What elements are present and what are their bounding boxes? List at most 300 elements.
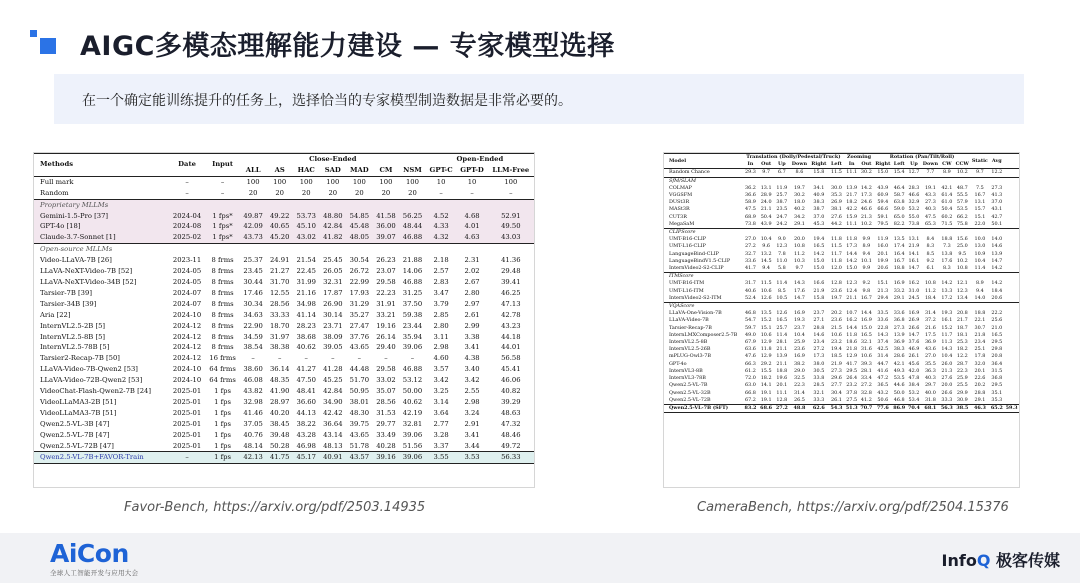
score-cell: 2025-01 xyxy=(172,387,202,396)
score-cell: 10.4 xyxy=(974,257,986,264)
score-cell: 30.2 xyxy=(860,169,872,176)
model-name-cell: Gemini-1.5-Pro [37] xyxy=(34,211,169,222)
score-cell: 18.1 xyxy=(956,331,968,338)
score-cell: 20 xyxy=(275,188,284,197)
table-row xyxy=(664,251,1019,258)
table-row xyxy=(34,232,534,243)
score-cell: 20.8 xyxy=(956,310,968,317)
score-cell: 19.16 xyxy=(376,321,396,330)
score-cell: 14.1 xyxy=(908,250,920,257)
score-cell: 2024-12 xyxy=(172,354,202,363)
score-cell: 2.98 xyxy=(464,397,480,406)
score-cell: 30.44 xyxy=(243,277,263,286)
score-cell: 100 xyxy=(504,177,518,186)
score-cell: 24.6 xyxy=(860,199,872,206)
score-cell: 16.5 xyxy=(813,243,825,250)
score-cell: 1 fps xyxy=(214,397,231,406)
score-cell: 23.2 xyxy=(830,339,842,346)
score-cell: 27.3 xyxy=(893,324,905,331)
score-cell: 38.38 xyxy=(269,343,290,352)
score-cell: 24.5 xyxy=(908,294,920,301)
score-cell: 40.20 xyxy=(269,408,290,417)
score-cell: 38.45 xyxy=(269,419,290,428)
score-cell: 14.3 xyxy=(793,280,805,287)
score-cell: 8.6 xyxy=(795,169,804,176)
score-cell: 60.2 xyxy=(941,213,953,220)
score-cell: 35.27 xyxy=(349,310,370,319)
section-opensource xyxy=(34,244,534,255)
score-cell: 12.4 xyxy=(846,287,858,294)
score-cell: 17.3 xyxy=(846,243,858,250)
score-cell: 33.8 xyxy=(813,375,825,382)
score-cell: 8.3 xyxy=(942,265,951,272)
score-cell: 22.90 xyxy=(243,321,263,330)
score-cell: 34.59 xyxy=(243,332,263,341)
score-cell: 13.9 xyxy=(846,184,858,191)
score-cell: 30.2 xyxy=(793,192,805,199)
title-logo-icon xyxy=(30,30,64,60)
score-cell: 46.3 xyxy=(973,404,986,411)
score-cell: 60.9 xyxy=(877,192,889,199)
header-close-ended: Close-Ended xyxy=(309,155,357,163)
score-cell: 41.82 xyxy=(320,232,347,243)
score-cell: 16.7 xyxy=(893,257,905,264)
score-cell: 3.41 xyxy=(464,343,480,352)
header-input: Input xyxy=(212,160,234,169)
score-cell: 36.9 xyxy=(893,339,905,346)
score-cell: 20.6 xyxy=(877,265,889,272)
score-cell: 43.73 xyxy=(240,232,267,243)
score-cell: 2.61 xyxy=(464,310,480,319)
model-name-cell: LLaVA-NeXT-Video-34B [52] xyxy=(40,277,137,286)
score-cell: 40.91 xyxy=(320,452,347,464)
infoq-logo-text-a: Info xyxy=(941,551,977,570)
score-cell: 28.23 xyxy=(296,321,316,330)
score-cell: 22.3 xyxy=(956,367,968,374)
score-cell: 33.3 xyxy=(941,396,953,403)
score-cell: 41.36 xyxy=(501,256,521,265)
model-name-cell: LLaVA-Video-7B xyxy=(669,317,709,324)
score-cell: 28.8 xyxy=(974,389,986,396)
score-cell: 30.9 xyxy=(956,396,968,403)
score-cell: 44.48 xyxy=(349,365,370,374)
score-cell: 50.95 xyxy=(349,387,370,396)
score-cell: 43.14 xyxy=(323,430,343,439)
score-cell: 47.5 xyxy=(744,206,756,213)
score-cell: 62.6 xyxy=(812,404,825,411)
score-cell: 2.18 xyxy=(433,256,449,265)
score-cell: 39.07 xyxy=(373,232,400,243)
table-row xyxy=(34,397,534,408)
score-cell: 42.0 xyxy=(908,367,920,374)
score-cell: 27.0 xyxy=(924,353,936,360)
score-cell: 4.68 xyxy=(456,211,487,222)
score-cell: 58.9 xyxy=(744,199,756,206)
score-cell: 3.47 xyxy=(433,288,449,297)
score-cell: 10.2 xyxy=(956,169,968,176)
score-cell: 14.4 xyxy=(860,310,872,317)
table-row xyxy=(664,332,1019,339)
score-cell: 26.9 xyxy=(908,317,920,324)
header-zooming: Zooming xyxy=(846,154,872,160)
score-cell: 14.0 xyxy=(991,236,1003,243)
score-cell: 26.6 xyxy=(941,389,953,396)
score-cell: 38.4 xyxy=(908,382,920,389)
score-cell: 17.5 xyxy=(924,331,936,338)
score-cell: 25.37 xyxy=(243,256,263,265)
score-cell: 14.06 xyxy=(402,267,423,276)
score-cell: 8 frms xyxy=(211,321,234,330)
score-cell: 12.3 xyxy=(956,287,968,294)
score-cell: 29.0 xyxy=(793,367,805,374)
score-cell: 12.0 xyxy=(830,265,842,272)
score-cell: 27.6 xyxy=(830,213,842,220)
score-cell: 37.4 xyxy=(877,339,889,346)
score-cell: 35.94 xyxy=(402,332,423,341)
score-cell: 9.2 xyxy=(926,257,935,264)
score-cell: 23.45 xyxy=(243,267,263,276)
score-cell: 2025-01 xyxy=(172,419,202,428)
score-cell: 22.45 xyxy=(296,267,316,276)
score-cell: 33.2 xyxy=(893,287,905,294)
score-cell: 50.0 xyxy=(893,389,905,396)
score-cell: 7.7 xyxy=(926,169,935,176)
score-cell: 38.09 xyxy=(323,332,343,341)
model-name-cell: LLaVA-Video-72B-Qwen2 [53] xyxy=(40,376,143,385)
score-cell: 59.3 xyxy=(1005,404,1018,411)
score-cell: 10.6 xyxy=(860,353,872,360)
score-cell: 23.71 xyxy=(323,321,343,330)
score-cell: 53.73 xyxy=(293,211,320,222)
score-cell: 21.9 xyxy=(830,360,842,367)
score-cell: 33.02 xyxy=(376,376,396,385)
score-cell: 7.3 xyxy=(942,243,951,250)
score-cell: 16.4 xyxy=(893,250,905,257)
score-cell: 46.6 xyxy=(908,192,920,199)
score-cell: 9.5 xyxy=(958,250,967,257)
score-cell: 21.3 xyxy=(941,367,953,374)
score-cell: 41.27 xyxy=(296,365,316,374)
score-cell: 10.3 xyxy=(793,257,805,264)
score-cell: 67.2 xyxy=(744,396,756,403)
score-cell: 65.0 xyxy=(893,213,905,220)
score-cell: 15.9 xyxy=(846,213,858,220)
score-cell: 12.9 xyxy=(760,339,772,346)
score-cell: 11.8 xyxy=(846,331,858,338)
model-name-cell: InternVL2.5-2B [5] xyxy=(40,321,106,330)
score-cell: 20 xyxy=(301,188,311,197)
score-cell: 38.1 xyxy=(830,206,842,213)
score-cell: 54.85 xyxy=(346,211,373,222)
score-cell: 19.3 xyxy=(941,310,953,317)
score-cell: 28.5 xyxy=(813,382,825,389)
score-cell: 26.14 xyxy=(376,332,396,341)
score-cell: 31.99 xyxy=(296,277,316,286)
score-cell: 5.8 xyxy=(777,265,786,272)
score-cell: 2024-12 xyxy=(172,343,202,352)
score-cell: 21.3 xyxy=(860,213,872,220)
score-cell: 68.9 xyxy=(744,213,756,220)
score-cell: – xyxy=(185,177,189,186)
table-row xyxy=(34,441,534,452)
score-cell: 21.9 xyxy=(908,243,920,250)
score-cell: 49.3 xyxy=(893,367,905,374)
highlighted-row xyxy=(34,452,534,464)
score-cell: 12.8 xyxy=(776,396,788,403)
score-cell: 51.56 xyxy=(402,441,423,450)
score-cell: 16.9 xyxy=(860,317,872,324)
score-cell: 33.6 xyxy=(893,310,905,317)
score-cell: 25.5 xyxy=(956,382,968,389)
score-cell: 1 fps* xyxy=(205,232,240,243)
table-row xyxy=(664,404,1019,412)
score-cell: 43.28 xyxy=(296,430,316,439)
score-cell: 100 xyxy=(246,177,260,186)
score-cell: 73.8 xyxy=(744,220,756,227)
score-cell: 28.1 xyxy=(860,367,872,374)
score-cell: 16.0 xyxy=(877,243,889,250)
score-cell: 22.8 xyxy=(877,324,889,331)
score-cell: 1 fps xyxy=(214,408,231,417)
subtitle-banner xyxy=(54,74,1024,124)
score-cell: 2025-02 xyxy=(169,232,206,243)
score-cell: 61.4 xyxy=(941,192,953,199)
score-cell: 38.3 xyxy=(893,346,905,353)
score-cell: 40.0 xyxy=(924,389,936,396)
score-cell: 29.3 xyxy=(744,169,756,176)
score-cell: 15.8 xyxy=(813,294,825,301)
score-cell: 18.7 xyxy=(956,324,968,331)
score-cell: 27.2 xyxy=(775,404,788,411)
table-row xyxy=(34,386,534,397)
score-cell: 50.28 xyxy=(269,441,290,450)
score-cell: 29.1 xyxy=(974,396,986,403)
score-cell: 26.05 xyxy=(323,267,343,276)
score-cell: 3.44 xyxy=(464,441,480,450)
score-cell: 63.0 xyxy=(744,382,756,389)
header-open-ended: Open-Ended xyxy=(456,155,504,163)
score-cell: 48.14 xyxy=(243,441,263,450)
score-cell: 8.3 xyxy=(926,243,935,250)
score-cell: 24.7 xyxy=(776,213,788,220)
score-cell: 27.2 xyxy=(813,346,825,353)
score-cell: 59.1 xyxy=(877,213,889,220)
score-cell: 40.62 xyxy=(296,343,316,352)
score-cell: 23.07 xyxy=(376,267,396,276)
score-cell: – xyxy=(509,188,513,197)
score-cell: 53.5 xyxy=(956,206,968,213)
score-cell: 48.44 xyxy=(399,221,426,232)
score-cell: 11.8 xyxy=(830,236,842,243)
camera-bench-caption: CameraBench, https://arxiv.org/pdf/2504.15376 xyxy=(697,500,1009,515)
score-cell: 56.33 xyxy=(488,452,534,464)
score-cell: 20 xyxy=(328,188,338,197)
score-cell: 13.9 xyxy=(991,250,1003,257)
score-cell: 8 frms xyxy=(211,332,234,341)
score-cell: 36.00 xyxy=(373,221,400,232)
score-cell: 32.31 xyxy=(323,277,343,286)
model-name-cell: Qwen2.5-VL-7B [47] xyxy=(40,430,110,439)
score-cell: 46.6 xyxy=(860,206,872,213)
score-cell: 23.5 xyxy=(776,206,788,213)
model-name-cell: UMT-L16-ITM xyxy=(669,287,704,294)
section-proprietary xyxy=(34,199,534,210)
score-cell: 9.0 xyxy=(777,236,786,243)
model-name-cell: LanguageBind-CLIP xyxy=(669,250,719,257)
score-cell: 16.9 xyxy=(908,310,920,317)
score-cell: 100 xyxy=(405,177,419,186)
score-cell: 41.90 xyxy=(269,387,290,396)
score-cell: 28.9 xyxy=(760,192,772,199)
table-row xyxy=(34,255,534,266)
score-cell: – xyxy=(439,188,443,197)
score-cell: 36.4 xyxy=(991,360,1003,367)
section-label-label: VQAScore xyxy=(669,303,695,310)
score-cell: 53.5 xyxy=(893,375,905,382)
score-cell: 6.1 xyxy=(926,265,935,272)
score-cell: 10.2 xyxy=(860,220,872,227)
table-row xyxy=(664,288,1019,295)
score-cell: 13.0 xyxy=(974,243,986,250)
score-cell: 29.9 xyxy=(956,389,968,396)
table-row xyxy=(34,310,534,321)
score-cell: 14.4 xyxy=(846,324,858,331)
score-cell: 13.3 xyxy=(941,287,953,294)
score-cell: 38.01 xyxy=(349,397,370,406)
score-cell: 31.53 xyxy=(376,408,396,417)
section-label xyxy=(664,177,1019,185)
score-cell: 39.06 xyxy=(399,452,426,464)
score-cell: 33.5 xyxy=(877,310,889,317)
score-cell: 3.53 xyxy=(456,452,487,464)
score-cell: 9.4 xyxy=(976,287,984,294)
score-cell: 67.9 xyxy=(744,339,756,346)
score-cell: 54.3 xyxy=(830,404,843,411)
score-cell: 18.5 xyxy=(830,353,842,360)
score-cell: – xyxy=(277,354,282,363)
score-cell: 29.5 xyxy=(846,367,858,374)
score-cell: 25.9 xyxy=(956,375,968,382)
score-cell: 8 frms xyxy=(211,343,234,352)
score-cell: 75.8 xyxy=(956,220,968,227)
score-cell: 30.7 xyxy=(974,324,986,331)
table-row xyxy=(34,353,534,364)
score-cell: 32.98 xyxy=(243,397,263,406)
score-cell: 49.87 xyxy=(240,211,267,222)
score-cell: 31.4 xyxy=(793,389,805,396)
model-name-cell: Tarsier-7B [39] xyxy=(40,288,92,297)
score-cell: 39.05 xyxy=(323,343,343,352)
score-cell: 14.2 xyxy=(846,257,858,264)
model-name-cell: CUT3R xyxy=(669,213,687,220)
score-cell: 26.72 xyxy=(349,267,370,276)
score-cell: 13.8 xyxy=(941,250,953,257)
score-cell: 12.9 xyxy=(846,353,858,360)
score-cell: – xyxy=(470,188,474,197)
score-cell: 30.4 xyxy=(830,389,842,396)
score-cell: 21.6 xyxy=(924,324,936,331)
score-cell: 2024-04 xyxy=(169,211,206,222)
score-cell: 46.8 xyxy=(893,396,905,403)
subtitle-text: 在一个确定能训练提升的任务上，选择恰当的专家模型制造数据是非常必要的。 xyxy=(82,93,572,109)
score-cell: 37.8 xyxy=(846,389,858,396)
score-cell: 64 frms xyxy=(209,376,236,385)
score-cell: 21.8 xyxy=(846,346,858,353)
score-cell: 23.6 xyxy=(793,346,805,353)
score-cell: 8.4 xyxy=(926,236,935,243)
model-name-cell: Qwen2.5-VL-7B xyxy=(669,382,708,389)
score-cell: 68.6 xyxy=(760,404,773,411)
table-row xyxy=(664,361,1019,368)
table-row xyxy=(664,169,1019,177)
score-cell: 41.2 xyxy=(860,396,872,403)
score-cell: – xyxy=(169,452,206,464)
score-cell: 20 xyxy=(355,188,364,197)
score-cell: 41.6 xyxy=(877,367,889,374)
score-cell: 43.9 xyxy=(877,184,889,191)
score-cell: 11.8 xyxy=(846,236,858,243)
score-cell: 20.2 xyxy=(974,382,986,389)
model-name-cell: Claude-3.7-Sonnet [1] xyxy=(34,232,169,243)
score-cell: 48.05 xyxy=(346,232,373,243)
score-cell: 18.2 xyxy=(846,199,858,206)
score-cell: 48.13 xyxy=(323,441,343,450)
score-cell: 59.0 xyxy=(893,206,905,213)
score-cell: 16.5 xyxy=(991,331,1003,338)
model-name-cell: Random xyxy=(40,188,69,197)
score-cell: 8 frms xyxy=(211,267,234,276)
score-cell: 2024-12 xyxy=(172,332,202,341)
score-cell: 17.3 xyxy=(860,192,872,199)
table-row xyxy=(34,176,534,187)
score-cell: 35.1 xyxy=(991,389,1003,396)
model-name-cell: UMT-B16-CLIP xyxy=(669,236,707,243)
score-cell: 43.1 xyxy=(991,206,1003,213)
aicon-logo xyxy=(50,541,138,577)
score-cell: 9.9 xyxy=(862,265,871,272)
score-cell: 2.97 xyxy=(464,299,480,308)
score-cell: 16.2 xyxy=(908,280,920,287)
score-cell: 36.60 xyxy=(296,397,316,406)
score-cell: 37.0 xyxy=(991,199,1003,206)
score-cell: 13.1 xyxy=(760,184,772,191)
score-cell: 2.55 xyxy=(464,387,480,396)
score-cell: 17.93 xyxy=(349,288,370,297)
score-cell: 43.9 xyxy=(760,220,772,227)
score-cell: 39.41 xyxy=(501,277,521,286)
score-cell: 36.9 xyxy=(924,339,936,346)
score-cell: 2024-10 xyxy=(172,376,202,385)
score-cell: 33.49 xyxy=(376,430,396,439)
score-cell: 10.4 xyxy=(941,353,953,360)
favor-bench-table-panel xyxy=(33,152,535,488)
score-cell: 10.6 xyxy=(830,331,842,338)
score-cell: 42.19 xyxy=(402,408,423,417)
score-cell: 17.46 xyxy=(243,288,263,297)
score-cell: 23.4 xyxy=(974,339,986,346)
score-cell: 53.2 xyxy=(908,206,920,213)
column-header: GPT-D xyxy=(460,165,484,174)
score-cell: 2025-01 xyxy=(172,441,202,450)
score-cell: 15.7 xyxy=(974,206,986,213)
table-row xyxy=(664,243,1019,250)
score-cell: 21.27 xyxy=(269,267,290,276)
score-cell: 16.5 xyxy=(860,331,872,338)
score-cell: 3.42 xyxy=(433,376,449,385)
score-cell: 27.2 xyxy=(860,382,872,389)
score-cell: 52.91 xyxy=(488,211,534,222)
table-row xyxy=(34,288,534,299)
